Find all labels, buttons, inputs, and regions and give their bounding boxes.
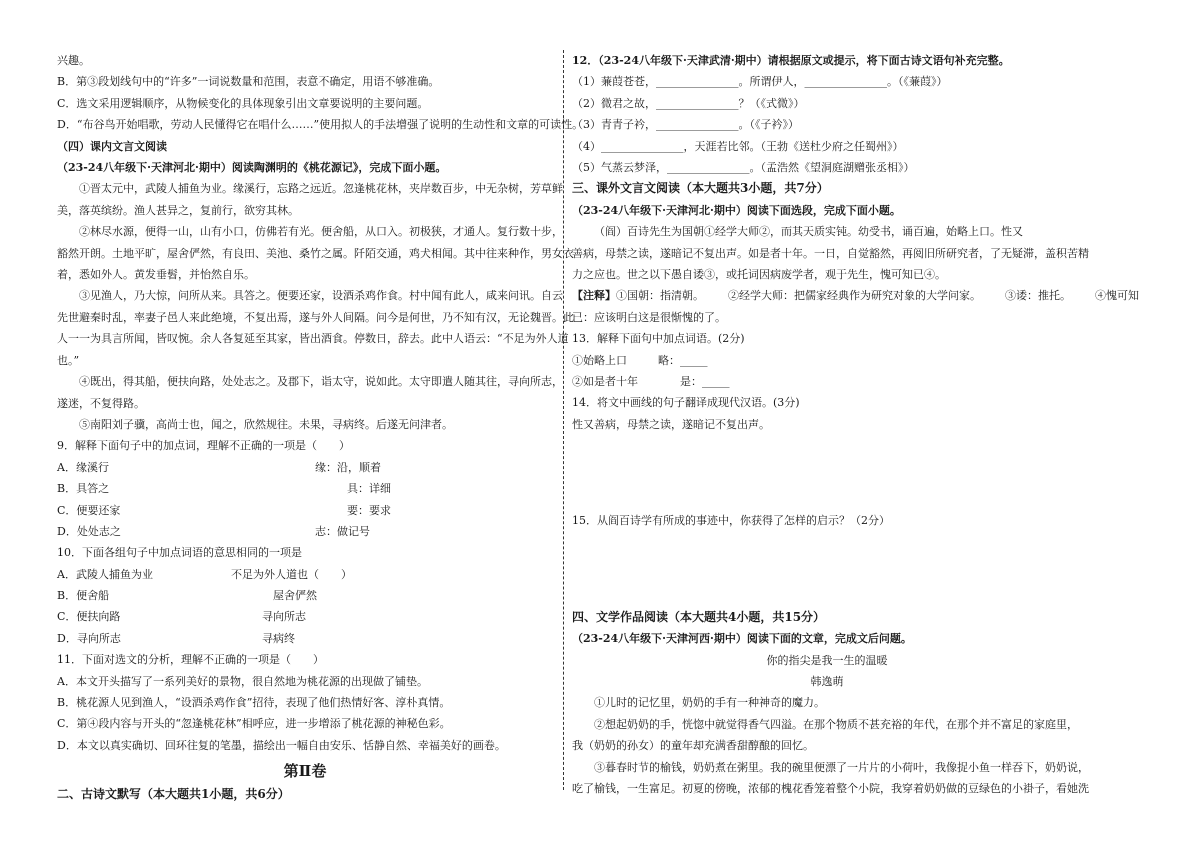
- notes-line: 已：应该明白这是很惭愧的了。: [572, 310, 726, 324]
- source-line: （23-24八年级下·天津河西·期中）阅读下面的文章，完成文后问题。: [572, 632, 912, 646]
- source-line: （23-24八年级下·天津河北·期中）阅读下面选段，完成下面小题。: [572, 203, 901, 217]
- q12-item: （5）气蒸云梦泽，_______________。（孟浩然《望洞庭湖赠张丞相》）: [572, 161, 915, 175]
- answer-blank: 略：_____: [658, 353, 708, 367]
- option-text: C．便要还家: [57, 503, 121, 517]
- option-gloss: 志：做记号: [315, 524, 370, 538]
- section-heading: 三、课外文言文阅读（本大题共3小题，共7分）: [572, 181, 829, 196]
- question-10: 10．下面各组句子中加点词语的意思相同的一项是: [57, 546, 302, 560]
- phrase: ①始略上口: [572, 353, 627, 367]
- article-author: 韩逸萌: [810, 674, 844, 688]
- question-14: 14．将文中画线的句子翻译成现代汉语。(3分): [572, 396, 800, 410]
- article-title: 你的指尖是我一生的温暖: [766, 653, 888, 667]
- question-11: 11．下面对选文的分析，理解不正确的一项是（ ）: [57, 653, 324, 667]
- left-column: [57, 50, 584, 806]
- option-b: B．第③段划线句中的“许多”一词说数量和范围，表意不确定，用语不够准确。: [57, 75, 440, 89]
- option-pair: 寻病终: [262, 631, 295, 645]
- option-pair: 屋舍俨然: [273, 589, 317, 603]
- passage-line: 先世避秦时乱，率妻子邑人来此绝境，不复出焉，遂与外人间隔。问今是何世，乃不知有汉，无论魏晋。此: [57, 310, 574, 324]
- section-heading: 二、古诗文默写（本大题共1小题，共6分）: [57, 787, 290, 802]
- q12-item: （2）微君之故，_______________？（《式微》）: [572, 96, 805, 110]
- note: ④愧可知: [1095, 289, 1139, 303]
- passage-line: 美，落英缤纷。渔人甚异之，复前行，欲穷其林。: [57, 203, 299, 217]
- section-heading: 四、文学作品阅读（本大题共4小题，共15分）: [572, 609, 826, 624]
- option-text: D．寻向所志: [57, 631, 121, 645]
- q11-option-d: D．本文以真实确切、回环往复的笔墨，描绘出一幅自由安乐、恬静自然、幸福美好的画卷。: [57, 738, 506, 752]
- passage-line: 遂迷，不复得路。: [57, 396, 145, 410]
- article-line: 吃了榆钱，一生富足。初夏的傍晚，浓郁的槐花香笼着整个小院，我穿着奶奶做的豆绿色的小褂子，看她洗: [572, 781, 1089, 795]
- q9-option-b: [57, 478, 553, 499]
- article-line: 我（奶奶的孙女）的童年却充满香甜醇酿的回忆。: [572, 739, 814, 753]
- option-pair: 不足为外人道也（ ）: [231, 567, 352, 581]
- q10-option-d: [57, 628, 553, 649]
- q11-option-b: B．桃花源人见到渔人，“设酒杀鸡作食”招待，表现了他们热情好客、淳朴真情。: [57, 696, 451, 710]
- q10-option-b: [57, 585, 553, 606]
- option-text: A．武陵人捕鱼为业: [57, 567, 153, 581]
- q13-item-1: [572, 350, 1082, 371]
- passage-line: 人一一为具言所闻，皆叹惋。余人各复延至其家，皆出酒食。停数日，辞去。此中人语云：“不足为外人道: [57, 332, 569, 346]
- q10-option-a: [57, 564, 553, 585]
- answer-space: [572, 435, 1082, 510]
- q11-option-a: A．本文开头描写了一系列美好的景物，很自然地为桃花源的出现做了铺垫。: [57, 674, 428, 688]
- sentence-to-translate: 性又善病，母禁之读，遂暗记不复出声。: [572, 417, 770, 431]
- option-gloss: 具：详细: [347, 482, 391, 496]
- answer-space: [572, 532, 1082, 607]
- passage-line: ①晋太元中，武陵人捕鱼为业。缘溪行，忘路之远近。忽逢桃花林，夹岸数百步，中无杂树，芳草鲜: [79, 182, 563, 196]
- passage-line: ③见渔人，乃大惊，问所从来。具答之。便要还家，设酒杀鸡作食。村中闻有此人，咸来问讯。自云: [79, 289, 563, 303]
- phrase: ②如是者十年: [572, 375, 638, 389]
- passage-line: 豁然开朗。土地平旷，屋舍俨然，有良田、美池、桑竹之属。阡陌交通，鸡犬相闻。其中往来种作，男女衣: [57, 246, 574, 260]
- passage-line: 也。”: [57, 353, 80, 367]
- option-d: D．“布谷鸟开始唱歌，劳动人民懂得它在唱什么……”使用拟人的手法增强了说明的生动性和文章的可读性。: [57, 118, 584, 132]
- option-text: C．便扶向路: [57, 610, 121, 624]
- article-line: ②想起奶奶的手，恍惚中就觉得香气四溢。在那个物质不甚充裕的年代，在那个并不富足的家庭里，: [594, 717, 1078, 731]
- option-gloss: 要：要求: [347, 503, 391, 517]
- q12-item: （4）_______________，天涯若比邻。（王勃《送杜少府之任蜀州》）: [572, 139, 904, 153]
- note: ①国朝：指清朝。: [616, 289, 704, 303]
- option-c: C．选文采用逻辑顺序，从物候变化的具体现象引出文章要说明的主要问题。: [57, 96, 429, 110]
- passage-line: 着，悉如外人。黄发垂髫，并怡然自乐。: [57, 268, 255, 282]
- option-text: B．具答之: [57, 482, 110, 496]
- question-15: 15．从阎百诗学有所成的事迹中，你获得了怎样的启示？（2分）: [572, 514, 890, 528]
- right-column: [572, 50, 1139, 799]
- option-gloss: 缘：沿，顺着: [315, 460, 381, 474]
- notes-line: [572, 285, 1139, 306]
- q11-option-c: C．第④段内容与开头的“忽逢桃花林”相呼应，进一步增添了桃花源的神秘色彩。: [57, 717, 451, 731]
- article-line: ③暮春时节的榆钱，奶奶煮在粥里。我的碗里便漂了一片片的小荷叶，我像捉小鱼一样吞下，奶奶说，: [594, 760, 1089, 774]
- notes-label: 【注释】: [572, 289, 616, 303]
- option-text: B．便舍船: [57, 589, 110, 603]
- q10-option-c: [57, 606, 553, 627]
- question-12: 12．（23-24八年级下·天津武清·期中）请根据原文或提示，将下面古诗文语句补充完整。: [572, 54, 1010, 67]
- answer-blank: 是：_____: [680, 375, 730, 389]
- source-line: （23-24八年级下·天津河北·期中）阅读陶渊明的《桃花源记》，完成下面小题。: [57, 161, 447, 175]
- q9-option-c: [57, 500, 553, 521]
- passage-line: ⑤南阳刘子骥，高尚士也，闻之，欣然规往。未果，寻病终。后遂无问津者。: [79, 417, 453, 431]
- q12-item: （3）青青子衿，_______________。（《子衿》）: [572, 118, 799, 132]
- column-divider: [563, 50, 564, 790]
- q9-option-d: [57, 521, 553, 542]
- option-text: D．处处志之: [57, 524, 121, 538]
- note: ③诿：推托。: [1005, 289, 1071, 303]
- passage-line: 善病，母禁之读，遂暗记不复出声。如是者十年。一日，自觉豁然，再阅旧所研究者，了无疑滞，盖积苦精: [572, 246, 1089, 260]
- text-line: 兴趣。: [57, 54, 90, 67]
- passage-line: ②林尽水源，便得一山，山有小口，仿佛若有光。便舍船，从口入。初极狭，才通人。复行数十步，: [79, 225, 563, 239]
- q12-item: （1）蒹葭苍苍，_______________。所谓伊人，_______________。（《蒹葭》）: [572, 75, 948, 89]
- passage-line: （阎）百诗先生为国朝①经学大师②，而其天质实钝。幼受书，诵百遍，始略上口。性又: [594, 225, 1023, 239]
- question-13: 13．解释下面句中加点词语。(2分): [572, 332, 745, 346]
- article-line: ①儿时的记忆里，奶奶的手有一种神奇的魔力。: [594, 696, 825, 710]
- q9-option-a: [57, 457, 553, 478]
- passage-line: 力之应也。世之以下愚自诿③，或托词因病废学者，观于先生，愧可知已④。: [572, 268, 946, 282]
- option-pair: 寻向所志: [262, 610, 306, 624]
- note: ②经学大师：把儒家经典作为研究对象的大学问家。: [728, 289, 981, 303]
- q13-item-2: [572, 371, 1082, 392]
- passage-line: ④既出，得其船，便扶向路，处处志之。及郡下，诣太守，说如此。太守即遣人随其往，寻向所志，: [79, 375, 563, 389]
- question-9: 9．解释下面句子中的加点词，理解不正确的一项是（ ）: [57, 439, 350, 453]
- volume-heading: 第Ⅱ卷: [283, 762, 327, 781]
- subsection-heading: （四）课内文言文阅读: [57, 139, 167, 153]
- option-text: A．缘溪行: [57, 460, 109, 474]
